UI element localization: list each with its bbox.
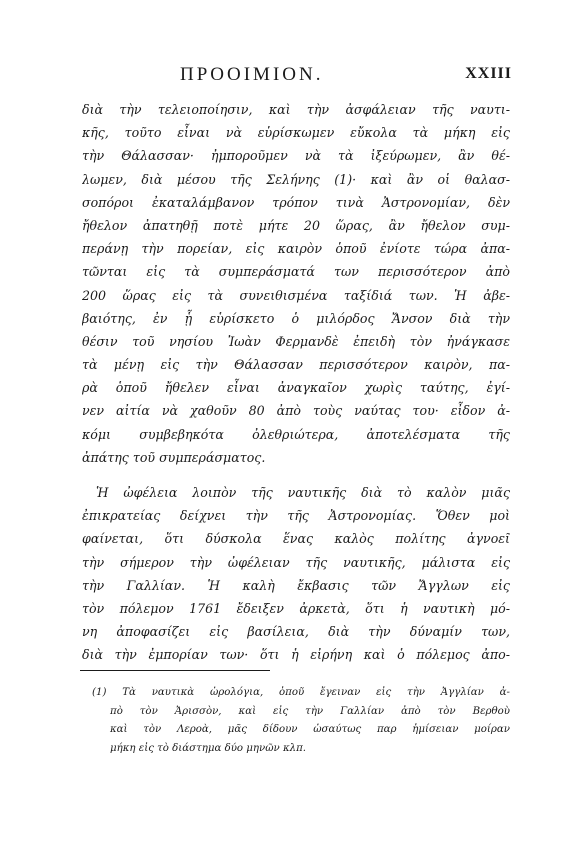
footnote-line: (1) Τὰ ναυτικὰ ὡρολόγια, ὁποῦ ἔγειναν εἰς τὴν Ἀγγλίαν ἀ-: [92, 687, 510, 698]
text-line: τὴν Γαλλίαν. Ἡ καλὴ ἔκβασις τῶν Ἄγγλων εἰς: [82, 577, 510, 593]
text-line: τὸν πόλεμον 1761 ἔδειξεν ἀρκετὰ, ὅτι ἡ ναυτικὴ μό-: [82, 600, 510, 616]
text-line: κῆς, τοῦτο εἶναι νὰ εὑρίσκωμεν εὔκολα τὰ μήκη εἰς: [82, 125, 510, 141]
footnote: [92, 684, 510, 758]
text-line: βαιότης, ἐν ᾗ εὑρίσκετο ὁ μιλόρδος Ἄνσον διὰ τὴν: [82, 310, 510, 326]
page-number: XXIII: [465, 65, 512, 82]
text-line: λωμεν, διὰ μέσου τῆς Σελήνης (1)· καὶ ἂν οἱ θαλασ-: [82, 171, 510, 187]
text-line: νη ἀποφασίζει εἰς βασίλεια, διὰ τὴν δύναμίν των,: [82, 624, 510, 640]
main-text: [82, 98, 510, 667]
text-line: τὴν σήμερον τὴν ὠφέλειαν τῆς ναυτικῆς, μάλιστα εἰς: [82, 554, 510, 570]
text-line: φαίνεται, ὅτι δύσκολα ἕνας καλὸς πολίτης ἀγνοεῖ: [82, 531, 510, 547]
footnote-line: μήκη εἰς τὸ διάστημα δύο μηνῶν κλπ.: [110, 742, 307, 754]
text-line: περάνῃ τὴν πορείαν, εἰς καιρὸν ὁποῦ ἐνίοτε τώρα ἀπα-: [82, 241, 510, 257]
paragraph-2: [82, 481, 510, 667]
text-line: Ἡ ὠφέλεια λοιπὸν τῆς ναυτικῆς διὰ τὸ καλὸν μιᾶς: [96, 485, 510, 500]
text-line: ἤθελον ἀπατηθῇ ποτὲ μήτε 20 ὥρας, ἂν ἤθελον συμ-: [82, 217, 510, 233]
text-line: ἀπάτης τοῦ συμπεράσματος.: [82, 449, 266, 465]
footnote-line: καὶ τὸν Λεροὰ, μᾶς δίδουν ὡσαύτως παρ ἡμίσειαν μοίραν: [110, 724, 510, 735]
text-line: τὰ μένῃ εἰς τὴν Θάλασσαν περισσότερον καιρὸν, πα-: [82, 357, 510, 373]
text-line: 200 ὥρας εἰς τὰ συνειθισμένα ταξίδιά των. Ἡ ἀβε-: [82, 287, 510, 303]
paragraph-1: [82, 98, 510, 469]
text-line: τῶνται εἰς τὰ συμπεράσματά των περισσότερον ἀπὸ: [82, 264, 510, 280]
text-line: τὴν Θάλασσαν· ἠμποροῦμεν νὰ τὰ ἰξεύρωμεν, ἂν θέ-: [82, 148, 510, 164]
text-line: νεν αἰτία νὰ χαθοῦν 80 ἀπὸ τοὺς ναύτας του· εἶδον ἀ-: [82, 403, 510, 419]
running-header: [82, 64, 512, 90]
text-line: ἐπικρατείας δείχνει τὴν τῆς Ἀστρονομίας. Ὅθεν μοὶ: [82, 508, 510, 524]
text-line: κόμι συμβεβηκότα ὀλεθριώτερα, ἀποτελέσματα τῆς: [82, 426, 510, 442]
chapter-title: ΠΡΟΟΙΜΙΟΝ.: [180, 64, 324, 85]
text-line: σοπόροι ἐκαταλάμβανον τρόπον τινὰ Ἀστρονομίαν, δὲν: [82, 194, 510, 210]
footnote-rule: [80, 670, 270, 671]
footnote-line: πὸ τὸν Ἀρισσὸν, καὶ εἰς τὴν Γαλλίαν ἀπὸ τὸν Βερθοὺ: [110, 705, 510, 717]
text-line: ρὰ ὁποῦ ἤθελεν εἶναι ἀναγκαῖον χωρὶς ταύτης, ἐγί-: [82, 380, 510, 396]
text-line: διὰ τὴν ἐμπορίαν των· ὅτι ἡ εἰρήνη καὶ ὁ πόλεμος ἀπο-: [82, 647, 510, 663]
text-line: διὰ τὴν τελειοποίησιν, καὶ τὴν ἀσφάλειαν τῆς ναυτι-: [82, 102, 510, 117]
text-line: θέσιν τοῦ νησίου Ἰωὰν Φερμανδὲ ἐπειδὴ τὸν ἠνάγκασε: [82, 333, 510, 349]
